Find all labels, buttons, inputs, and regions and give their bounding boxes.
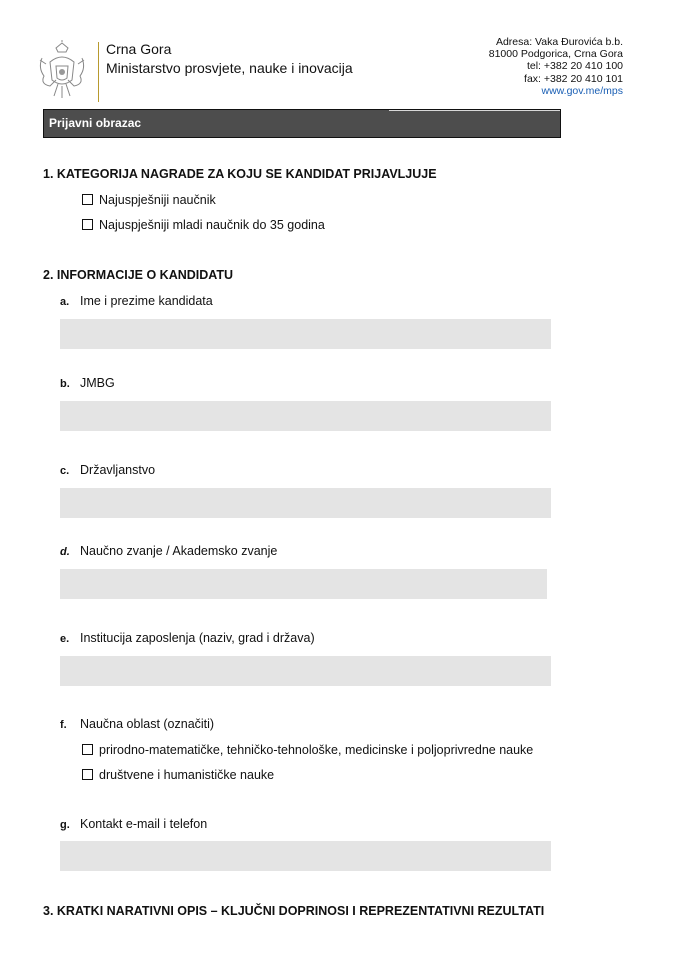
country-name: Crna Gora [106,41,172,57]
jmbg-input[interactable] [60,401,551,431]
address-line-2: 81000 Podgorica, Crna Gora [488,48,623,61]
telephone: tel: +382 20 410 100 [526,60,623,73]
address-line-1: Adresa: Vaka Đurovića b.b. [495,36,623,48]
website-link[interactable]: www.gov.me/mps [541,84,623,97]
coat-of-arms-icon [36,40,88,102]
option-label: Najuspješniji mladi naučnik do 35 godina [99,218,325,232]
field-label-academic-title: d. Naučno zvanje / Akademsko zvanje [60,544,278,558]
banner-accent-line [389,110,560,111]
header-divider [98,42,99,102]
field-label-jmbg: b. JMBG [60,376,115,390]
science-option-natural-technical[interactable] [82,743,533,757]
field-label-citizenship: c. Državljanstvo [60,463,156,477]
section-1-heading: 1. KATEGORIJA NAGRADE ZA KOJU SE KANDIDAT PRIJAVLJUJE [43,167,437,181]
checkbox-icon[interactable] [82,744,93,755]
field-label-name: a. Ime i prezime kandidata [60,294,213,308]
checkbox-icon[interactable] [82,194,93,205]
academic-title-input[interactable] [60,569,547,599]
field-label-science-area: f. Naučna oblast (označiti) [60,717,215,731]
category-option-scientist[interactable] [82,193,216,207]
name-input[interactable] [60,319,551,349]
option-label: prirodno-matematičke, tehničko-tehnološke, medicinske i poljoprivredne nauke [99,743,534,757]
science-option-social-humanities[interactable] [82,768,274,782]
field-label-institution: e. Institucija zaposlenja (naziv, grad i država) [60,631,315,645]
checkbox-icon[interactable] [82,769,93,780]
checkbox-icon[interactable] [82,219,93,230]
citizenship-input[interactable] [60,488,551,518]
fax: fax: +382 20 410 101 [524,72,623,85]
ministry-title: Ministarstvo prosvjete, nauke i inovacija [106,60,353,76]
section-2-heading: 2. INFORMACIJE O KANDIDATU [43,268,234,282]
section-3-heading: 3. KRATKI NARATIVNI OPIS – KLJUČNI DOPRINOSI I REPREZENTATIVNI REZULTATI [43,904,545,918]
contact-block [489,36,623,97]
option-label: društvene i humanističke nauke [99,768,275,782]
form-title: Prijavni obrazac [49,116,142,130]
option-label: Najuspješniji naučnik [99,193,216,207]
field-label-contact: g. Kontakt e-mail i telefon [60,817,208,831]
contact-input[interactable] [60,841,551,871]
category-option-young-scientist[interactable] [82,218,325,232]
institution-input[interactable] [60,656,551,686]
ministry-name [106,40,353,78]
